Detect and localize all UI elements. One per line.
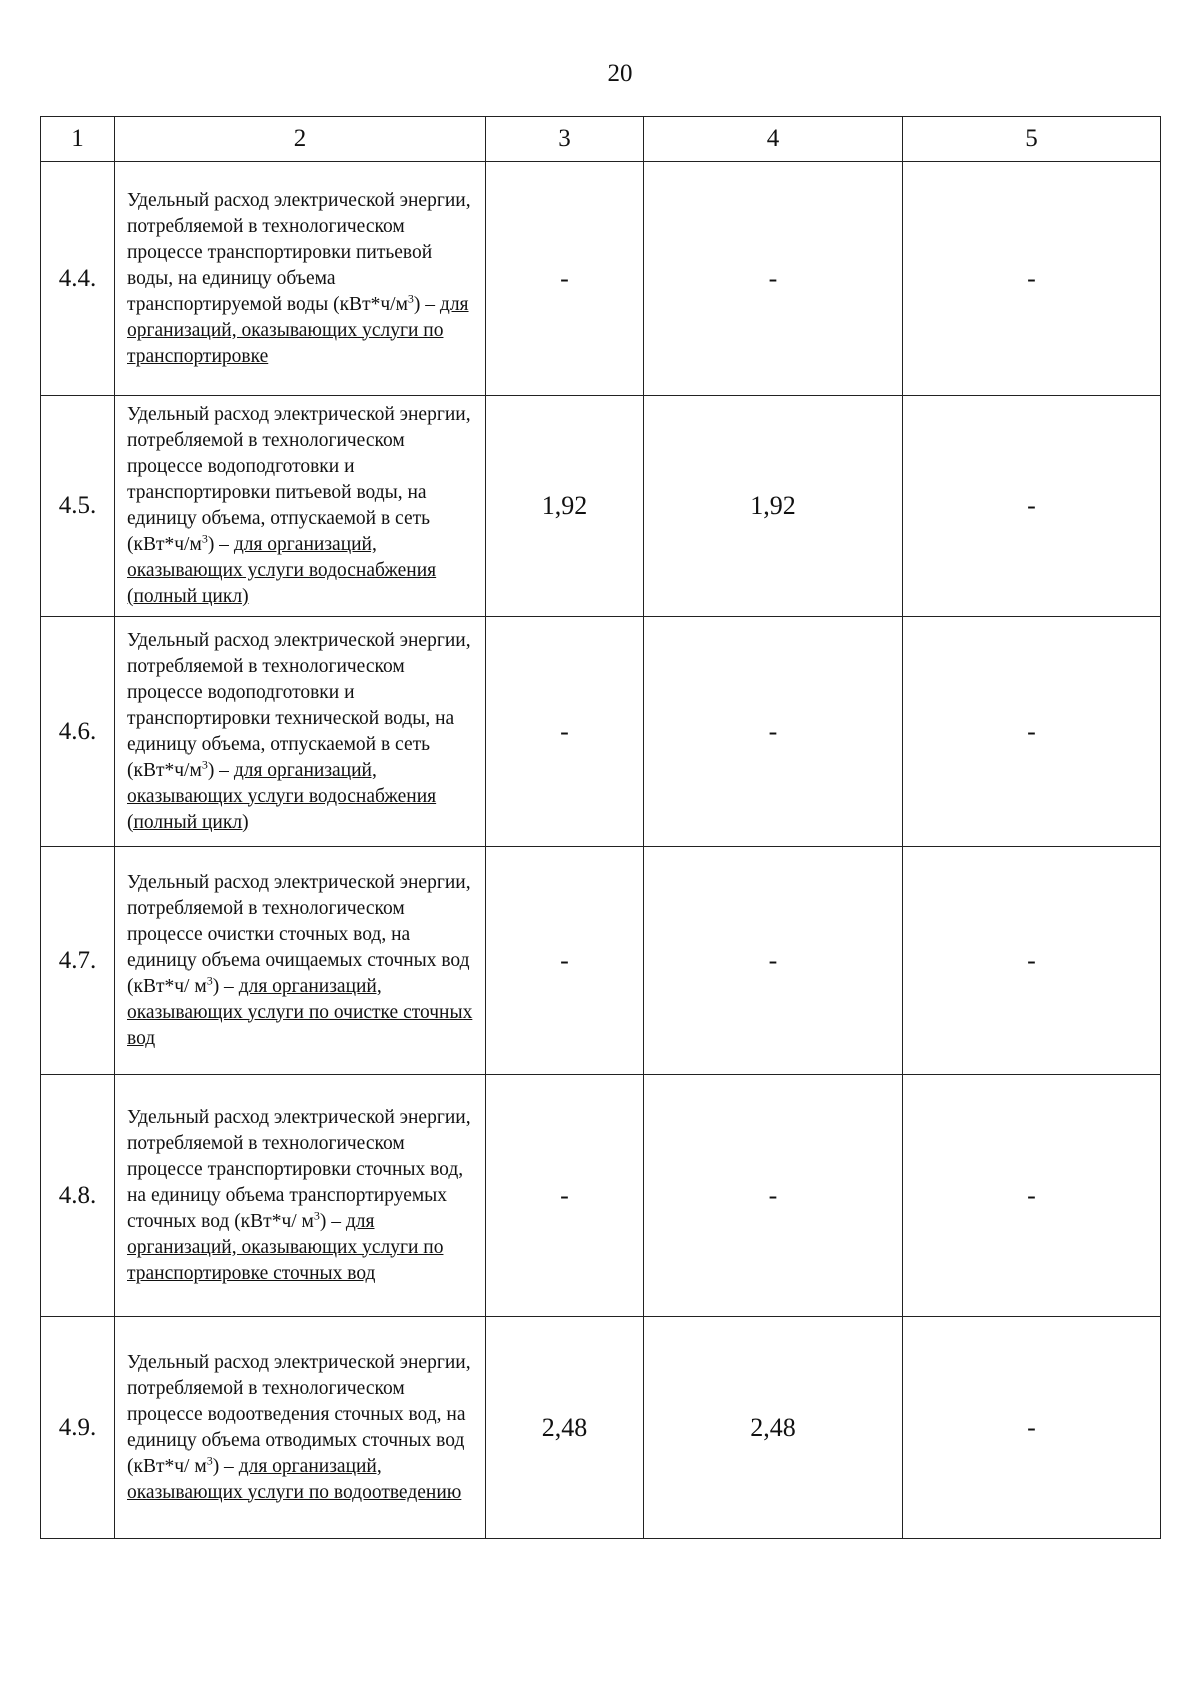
value-col3: - xyxy=(486,162,644,396)
page-number: 20 xyxy=(607,60,633,87)
value-col3: - xyxy=(486,847,644,1075)
column-header-1: 1 xyxy=(41,117,115,162)
superscript: 3 xyxy=(206,1453,213,1467)
description-dash: ) – xyxy=(413,293,440,315)
description-underlined: для организаций, оказывающих услуги водоснабжения (полный цикл) xyxy=(127,759,437,833)
description-dash: ) – xyxy=(207,759,234,781)
value-col3: 2,48 xyxy=(486,1317,644,1539)
value-col5: - xyxy=(903,847,1161,1075)
description-text: Удельный расход электрической энергии, потребляемой в технологическом процессе очистки сточных вод, на единицу объема очищаемых сточных вод (кВт*ч/ м xyxy=(127,871,471,997)
data-table xyxy=(40,116,1161,1539)
column-header-2: 2 xyxy=(115,117,486,162)
value-col4: - xyxy=(644,847,903,1075)
row-number: 4.6. xyxy=(41,617,115,847)
row-number: 4.4. xyxy=(41,162,115,396)
row-description xyxy=(115,162,486,396)
superscript: 3 xyxy=(407,291,414,305)
value-col5: - xyxy=(903,1075,1161,1317)
row-description xyxy=(115,847,486,1075)
value-col5: - xyxy=(903,162,1161,396)
value-col3: - xyxy=(486,1075,644,1317)
table-row xyxy=(41,1075,1161,1317)
table-row xyxy=(41,396,1161,617)
column-header-4: 4 xyxy=(644,117,903,162)
description-underlined: для организаций, оказывающих услуги по транспортировке сточных вод xyxy=(127,1210,444,1284)
description-dash: ) – xyxy=(207,534,234,555)
description-text: Удельный расход электрической энергии, потребляемой в технологическом процессе транспортировки сточных вод, на единицу объема транспортируемых сточных вод (кВт*ч/ м xyxy=(127,1106,471,1232)
row-number: 4.9. xyxy=(41,1317,115,1539)
value-col4: - xyxy=(644,617,903,847)
table-row xyxy=(41,1317,1161,1539)
description-text: Удельный расход электрической энергии, потребляемой в технологическом процессе водоотведения сточных вод, на единицу объема отводимых сточных вод (кВт*ч/ м xyxy=(127,1351,471,1477)
table-row xyxy=(41,847,1161,1075)
value-col3: 1,92 xyxy=(486,396,644,617)
row-description xyxy=(115,396,486,617)
value-col4: 1,92 xyxy=(644,396,903,617)
superscript: 3 xyxy=(201,531,208,546)
value-col5: - xyxy=(903,396,1161,617)
description-underlined: для организаций, оказывающих услуги по очистке сточных вод xyxy=(127,975,473,1049)
superscript: 3 xyxy=(206,973,213,987)
value-col5: - xyxy=(903,617,1161,847)
row-description xyxy=(115,617,486,847)
row-description xyxy=(115,1075,486,1317)
column-header-3: 3 xyxy=(486,117,644,162)
superscript: 3 xyxy=(201,757,208,771)
description-dash: ) – xyxy=(212,1455,239,1477)
description-underlined: для организаций, оказывающих услуги водоснабжения (полный цикл) xyxy=(127,534,437,607)
description-dash: ) – xyxy=(319,1210,346,1232)
description-text: Удельный расход электрической энергии, потребляемой в технологическом процессе водоподготовки и транспортировки технической воды, на единицу объема, отпускаемой в сеть (кВт*ч/м xyxy=(127,629,471,781)
row-number: 4.7. xyxy=(41,847,115,1075)
value-col3: - xyxy=(486,617,644,847)
value-col5: - xyxy=(903,1317,1161,1539)
row-number: 4.5. xyxy=(41,396,115,617)
column-header-5: 5 xyxy=(903,117,1161,162)
value-col4: - xyxy=(644,162,903,396)
description-underlined: для организаций, оказывающих услуги по транспортировке xyxy=(127,293,469,367)
description-underlined: для организаций, оказывающих услуги по водоотведению xyxy=(127,1455,462,1503)
table-row xyxy=(41,617,1161,847)
description-text: Удельный расход электрической энергии, потребляемой в технологическом процессе водоподготовки и транспортировки питьевой воды, на единицу объема, отпускаемой в сеть (кВт*ч/м xyxy=(127,404,471,555)
row-number: 4.8. xyxy=(41,1075,115,1317)
description-dash: ) – xyxy=(212,975,239,997)
superscript: 3 xyxy=(313,1208,320,1222)
value-col4: 2,48 xyxy=(644,1317,903,1539)
row-description xyxy=(115,1317,486,1539)
description-text: Удельный расход электрической энергии, потребляемой в технологическом процессе транспортировки питьевой воды, на единицу объема транспортируемой воды (кВт*ч/м xyxy=(127,189,471,315)
value-col4: - xyxy=(644,1075,903,1317)
table-header-row xyxy=(41,117,1161,162)
table-row xyxy=(41,162,1161,396)
